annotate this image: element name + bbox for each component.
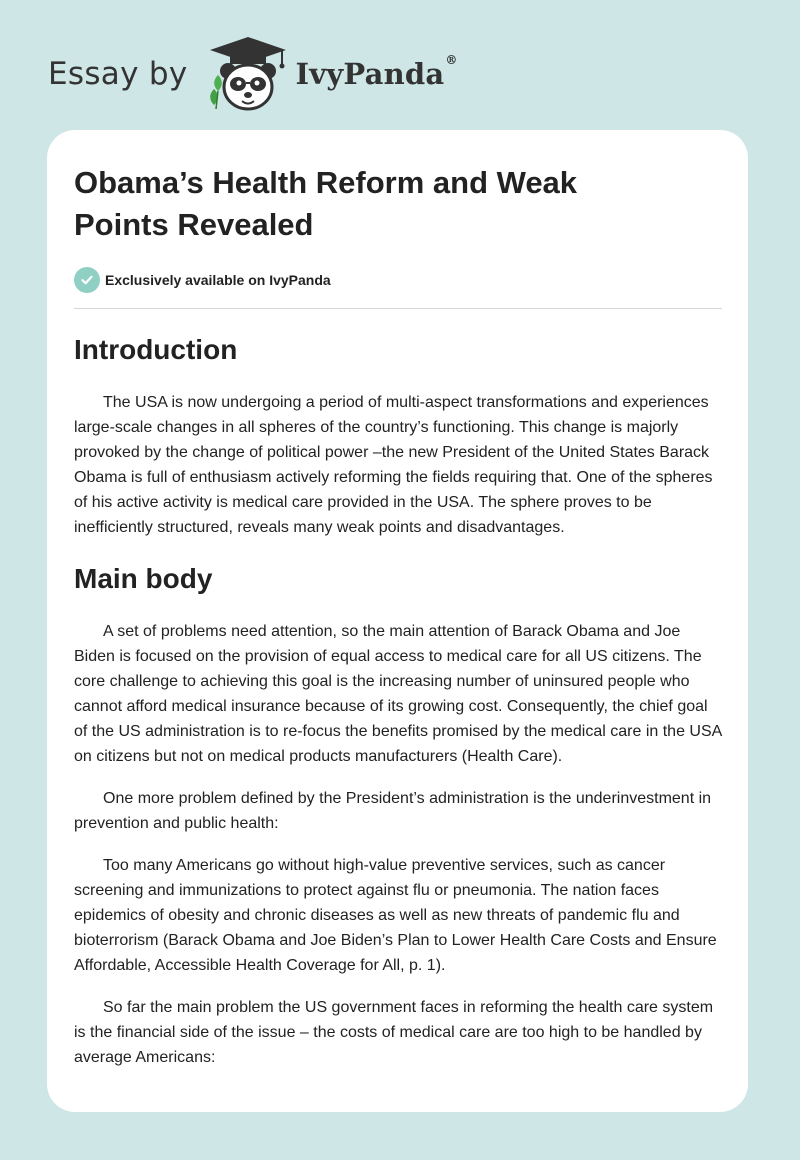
paragraph: A set of problems need attention, so the main attention of Barack Obama and Joe Biden is focused on the provision of equal access to medical care for all US citizens. The core challenge to achieving this goal is the increasing number of uninsured people who cannot afford medical insurance because of its growing cost. Consequently, the chief goal of the US administration is to re-focus the benefits promised by the medical care in the USA on citizens but not on medical products manufacturers (Health Care). [74,623,722,765]
registered-mark: ® [445,53,458,67]
exclusive-badge [74,266,722,294]
article-card [47,130,748,1112]
section-heading-introduction: Introduction [74,334,238,365]
divider [74,308,722,309]
paragraph: So far the main problem the US government faces in reforming the health care system is the financial side of the issue – the costs of medical care are too high to be handled by average Americans: [74,999,714,1066]
page-title: Obama’s Health Reform and Weak Points Revealed [74,165,578,242]
panda-graduate-icon[interactable] [204,35,292,113]
check-circle-icon [74,267,100,293]
section-heading-main-body: Main body [74,563,213,594]
brand-name-text: IvyPanda [295,57,445,91]
paragraph: The USA is now undergoing a period of multi-aspect transformations and experiences large-scale changes in all spheres of the country’s functioning. This change is majorly provoked by the change of political power –the new President of the United States Barack Obama is full of enthusiasm actively reforming the fields requiring that. One of the spheres of his active activity is medical care provided in the USA. The sphere proves to be inefficiently structured, reveals many weak points and disadvantages. [74,394,713,536]
quote-paragraph: Too many Americans go without high-value preventive services, such as cancer screening and immunizations to protect against flu or pneumonia. The nation faces epidemics of obesity and chronic diseases as well as new threats of pandemic flu and bioterrorism (Barack Obama and Joe Biden’s Plan to Lower Health Care Costs and Ensure Affordable, Accessible Health Coverage for All, p. 1). [74,857,717,974]
brand-prefix: Essay by [48,56,188,92]
site-header [48,34,458,114]
paragraph: One more problem defined by the President’s administration is the underinvestment in prevention and public health: [74,790,712,832]
exclusive-label: Exclusively available on IvyPanda [105,272,331,288]
brand-name [295,53,458,91]
